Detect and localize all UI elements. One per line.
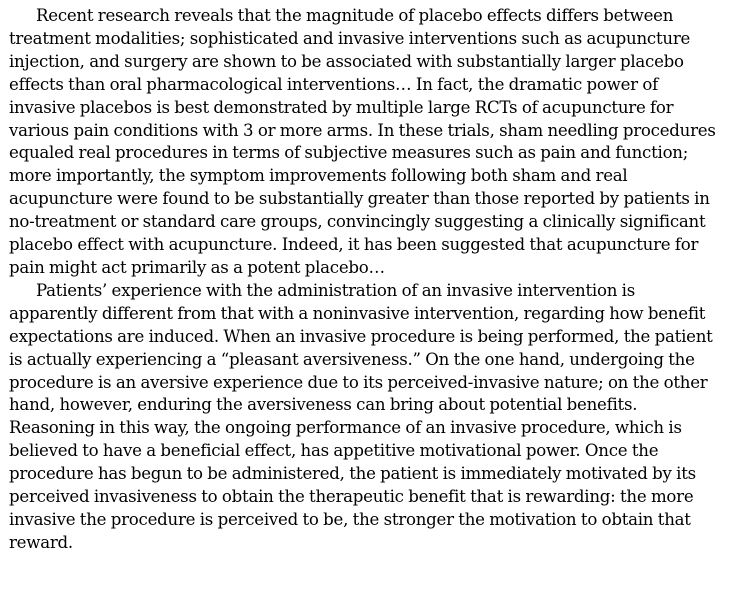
paragraph-1: Recent research reveals that the magnitude of placebo effects differs between treatment modalities; sophisticated and invasive interventions such as acupuncture injection, and surgery are shown to be associated with substantially larger placebo effects than oral pharmacological interventions… In fact, the dramatic power of invasive placebos is best demonstrated by multiple large RCTs of acupuncture for various pain conditions with 3 or more arms. In these trials, sham needling procedures equaled real procedures in terms of subjective measures such as pain and function; more importantly, the symptom improvements following both sham and real acupuncture were found to be substantially greater than those reported by patients in no-treatment or standard care groups, convincingly suggesting a clinically significant placebo effect with acupuncture. Indeed, it has been suggested that acupuncture for pain might act primarily as a potent placebo…	[9, 6, 716, 277]
paragraph-2: Patients’ experience with the administration of an invasive intervention is apparently different from that with a noninvasive intervention, regarding how benefit expectations are induced. When an invasive procedure is being performed, the patient is actually experiencing a “pleasant aversiveness.” On the one hand, undergoing the procedure is an aversive experience due to its perceived-invasive nature; on the other hand, however, enduring the aversiveness can bring about potential benefits. Reasoning in this way, the ongoing performance of an invasive procedure, which is believed to have a beneficial effect, has appetitive motivational power. Once the procedure has begun to be administered, the patient is immediately motivated by its perceived invasiveness to obtain the therapeutic benefit that is rewarding: the more invasive the procedure is perceived to be, the stronger the motivation to obtain that reward.	[9, 280, 713, 552]
reading-passage	[9, 5, 723, 555]
